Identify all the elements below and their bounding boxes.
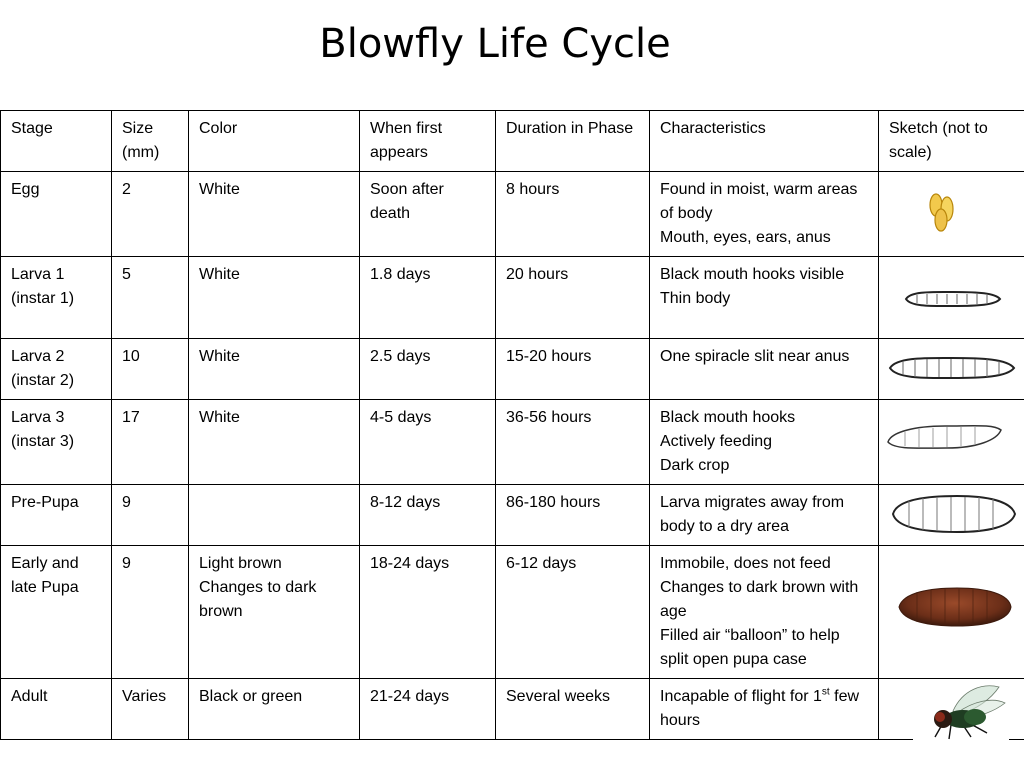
- color-cell: [189, 400, 360, 485]
- size-cell: 2: [112, 172, 189, 257]
- color-cell: [189, 257, 360, 339]
- larva-1-icon: [903, 287, 1003, 311]
- characteristics-cell: [650, 257, 879, 339]
- characteristic-line: Filled air “balloon” to help split open pupa case: [660, 627, 840, 668]
- table-row: [1, 485, 1024, 546]
- color-line: White: [199, 348, 240, 365]
- color-line: Light brown: [199, 555, 282, 572]
- characteristics-cell: [650, 679, 879, 740]
- characteristic-line: Found in moist, warm areas of body: [660, 181, 858, 222]
- characteristics-cell: [650, 400, 879, 485]
- sketch-cell: [879, 339, 1024, 400]
- table-row: [1, 679, 1024, 740]
- table-row: [1, 400, 1024, 485]
- header-size: Size (mm): [112, 111, 189, 172]
- larva-2-icon: [887, 353, 1017, 383]
- duration-cell: 6-12 days: [496, 546, 650, 679]
- characteristic-line: Black mouth hooks visible: [660, 266, 845, 283]
- sketch-cell: [879, 172, 1024, 257]
- duration-cell: Several weeks: [496, 679, 650, 740]
- header-color: Color: [189, 111, 360, 172]
- color-cell: [189, 485, 360, 546]
- pre-pupa-icon: [889, 491, 1019, 537]
- first-appears-cell: 21-24 days: [360, 679, 496, 740]
- characteristic-line: Thin body: [660, 290, 731, 307]
- duration-cell: 15-20 hours: [496, 339, 650, 400]
- stage-cell: Adult: [1, 679, 112, 740]
- header-characteristics: Characteristics: [650, 111, 879, 172]
- color-cell: [189, 546, 360, 679]
- size-cell: 10: [112, 339, 189, 400]
- stage-cell: Pre-Pupa: [1, 485, 112, 546]
- table-row: [1, 339, 1024, 400]
- pupa-icon: [895, 582, 1015, 632]
- color-line: White: [199, 181, 240, 198]
- color-cell: [189, 172, 360, 257]
- stage-cell: Larva 2 (instar 2): [1, 339, 112, 400]
- first-appears-cell: 1.8 days: [360, 257, 496, 339]
- header-stage: Stage: [1, 111, 112, 172]
- first-appears-cell: Soon after death: [360, 172, 496, 257]
- size-cell: 9: [112, 546, 189, 679]
- color-cell: [189, 679, 360, 740]
- characteristic-line: Black mouth hooks: [660, 409, 796, 426]
- characteristics-cell: [650, 546, 879, 679]
- characteristic-line: Larva migrates away from body to a dry area: [660, 494, 845, 535]
- color-line: White: [199, 266, 240, 283]
- first-appears-cell: 2.5 days: [360, 339, 496, 400]
- size-cell: Varies: [112, 679, 189, 740]
- characteristic-line: Immobile, does not feed: [660, 555, 831, 572]
- duration-cell: 86-180 hours: [496, 485, 650, 546]
- sketch-cell: [879, 679, 1024, 740]
- characteristic-line: Changes to dark brown with age: [660, 579, 859, 620]
- characteristic-line: Mouth, eyes, ears, anus: [660, 229, 831, 246]
- first-appears-cell: 8-12 days: [360, 485, 496, 546]
- sketch-cell: [879, 400, 1024, 485]
- eggs-icon: [925, 192, 965, 236]
- characteristic-line: Actively feeding: [660, 433, 773, 450]
- characteristics-cell: [650, 339, 879, 400]
- ordinal-suffix: st: [821, 686, 830, 698]
- stage-cell: Larva 3 (instar 3): [1, 400, 112, 485]
- sketch-cell: [879, 485, 1024, 546]
- header-sketch: Sketch (not to scale): [879, 111, 1024, 172]
- characteristic-line: One spiracle slit near anus: [660, 348, 850, 365]
- adult-fly-icon: [913, 681, 1009, 745]
- first-appears-cell: 18-24 days: [360, 546, 496, 679]
- color-line: Changes to dark brown: [199, 579, 317, 620]
- color-line: White: [199, 409, 240, 426]
- header-first-appears: When first appears: [360, 111, 496, 172]
- characteristic-text: Incapable of flight for 1: [660, 688, 822, 705]
- size-cell: 9: [112, 485, 189, 546]
- table-row: [1, 257, 1024, 339]
- characteristics-cell: [650, 485, 879, 546]
- table-header-row: [1, 111, 1024, 172]
- page-title: Blowfly Life Cycle: [319, 21, 671, 67]
- table-row: [1, 546, 1024, 679]
- characteristic-text: few hours: [660, 688, 860, 729]
- header-duration: Duration in Phase: [496, 111, 650, 172]
- life-cycle-table: [0, 110, 1024, 740]
- color-line: Black or green: [199, 688, 303, 705]
- duration-cell: 36-56 hours: [496, 400, 650, 485]
- stage-cell: Larva 1 (instar 1): [1, 257, 112, 339]
- table-row: [1, 172, 1024, 257]
- sketch-cell: [879, 546, 1024, 679]
- duration-cell: 20 hours: [496, 257, 650, 339]
- size-cell: 17: [112, 400, 189, 485]
- characteristics-cell: [650, 172, 879, 257]
- color-cell: [189, 339, 360, 400]
- size-cell: 5: [112, 257, 189, 339]
- characteristic-line: Dark crop: [660, 457, 730, 474]
- larva-3-icon: [885, 418, 1005, 454]
- stage-cell: Early and late Pupa: [1, 546, 112, 679]
- stage-cell: Egg: [1, 172, 112, 257]
- first-appears-cell: 4-5 days: [360, 400, 496, 485]
- duration-cell: 8 hours: [496, 172, 650, 257]
- sketch-cell: [879, 257, 1024, 339]
